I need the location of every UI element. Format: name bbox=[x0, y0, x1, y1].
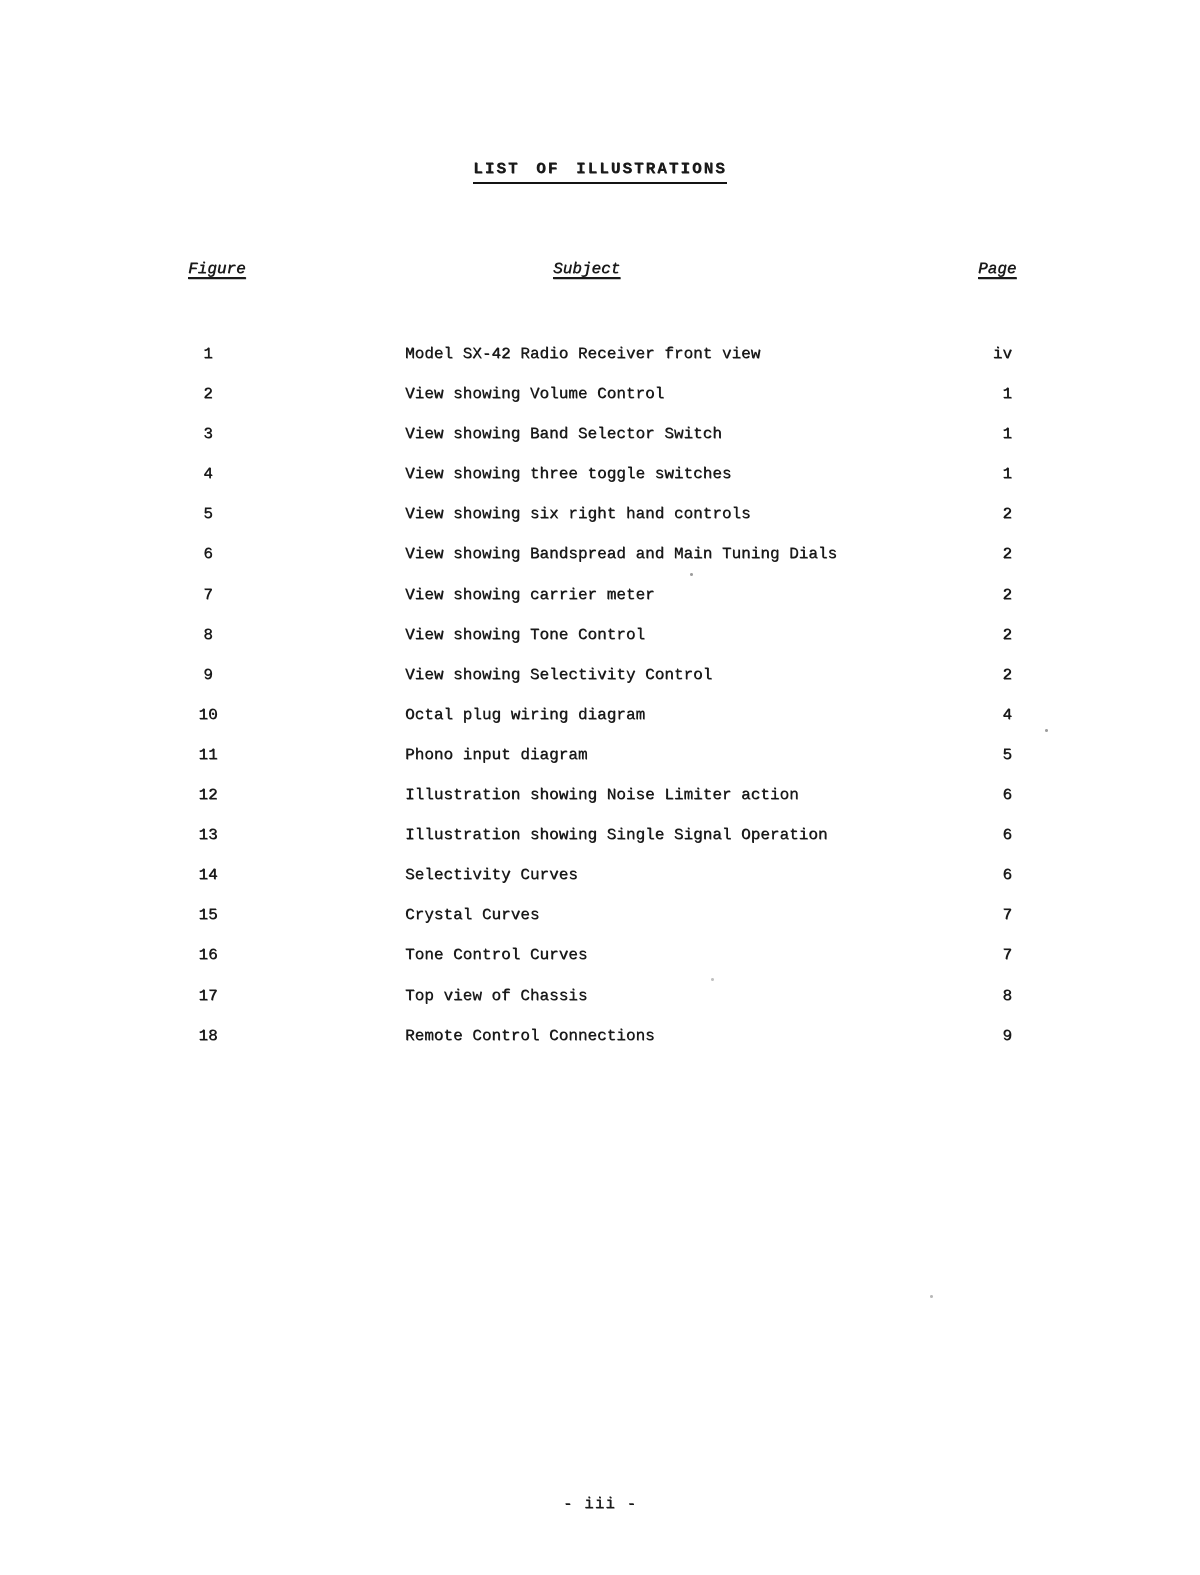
scan-speck bbox=[930, 1295, 933, 1298]
table-row bbox=[0, 575, 1200, 615]
figure-number: 11 bbox=[198, 745, 218, 764]
page-number: iv bbox=[992, 345, 1012, 363]
subject-text: Top view of Chassis bbox=[405, 986, 588, 1005]
page-number: 2 bbox=[1002, 585, 1012, 604]
table-row bbox=[0, 815, 1200, 855]
column-header-subject: Subject bbox=[553, 260, 621, 278]
figure-number: 1 bbox=[203, 345, 213, 363]
page-number: 7 bbox=[1002, 946, 1012, 965]
table-row bbox=[0, 374, 1200, 414]
page-number: 9 bbox=[1002, 1026, 1012, 1045]
page-number: 4 bbox=[1002, 705, 1012, 724]
table-row bbox=[0, 695, 1200, 735]
figure-number: 7 bbox=[203, 585, 213, 604]
subject-text: Octal plug wiring diagram bbox=[405, 705, 646, 724]
figure-number: 9 bbox=[203, 665, 213, 684]
page-number: 2 bbox=[1002, 625, 1012, 644]
subject-text: View showing Selectivity Control bbox=[405, 665, 713, 684]
subject-text: Illustration showing Noise Limiter action bbox=[405, 786, 799, 805]
column-header-page: Page bbox=[978, 260, 1017, 278]
table-row bbox=[0, 1016, 1200, 1056]
table-row bbox=[0, 454, 1200, 494]
figure-number: 10 bbox=[198, 705, 218, 724]
figure-number: 14 bbox=[198, 866, 218, 885]
figure-number: 8 bbox=[203, 625, 213, 644]
figure-number: 12 bbox=[198, 786, 218, 805]
subject-text: Illustration showing Single Signal Operation bbox=[405, 826, 828, 845]
column-header-figure: Figure bbox=[188, 260, 246, 278]
subject-text: Remote Control Connections bbox=[405, 1026, 655, 1045]
table-row bbox=[0, 935, 1200, 975]
figure-number: 5 bbox=[203, 505, 213, 524]
subject-text: Selectivity Curves bbox=[405, 866, 578, 885]
subject-text: View showing Band Selector Switch bbox=[405, 425, 722, 444]
table-header-row bbox=[0, 260, 1200, 290]
subject-text: View showing Bandspread and Main Tuning Dials bbox=[405, 545, 838, 564]
scan-speck bbox=[711, 978, 714, 981]
page-number: 6 bbox=[1002, 826, 1012, 845]
table-row bbox=[0, 494, 1200, 534]
table-row bbox=[0, 895, 1200, 935]
figure-number: 13 bbox=[198, 826, 218, 845]
page-number: 5 bbox=[1002, 745, 1012, 764]
subject-text: View showing Volume Control bbox=[405, 385, 665, 404]
scan-speck bbox=[1045, 729, 1048, 732]
table-row bbox=[0, 775, 1200, 815]
figure-number: 17 bbox=[198, 986, 218, 1005]
table-row bbox=[0, 534, 1200, 574]
page-number: 2 bbox=[1002, 505, 1012, 524]
table-row bbox=[0, 615, 1200, 655]
page-number: 1 bbox=[1002, 425, 1012, 444]
figure-number: 6 bbox=[203, 545, 213, 564]
table-row bbox=[0, 855, 1200, 895]
figure-number: 3 bbox=[203, 425, 213, 444]
page-number: 1 bbox=[1002, 385, 1012, 404]
page-number: 7 bbox=[1002, 906, 1012, 925]
subject-text: Model SX-42 Radio Receiver front view bbox=[405, 345, 761, 363]
subject-text: View showing six right hand controls bbox=[405, 505, 751, 524]
scan-speck bbox=[690, 573, 693, 576]
subject-text: Tone Control Curves bbox=[405, 946, 588, 965]
page-title-row bbox=[0, 160, 1200, 184]
table-row bbox=[0, 735, 1200, 775]
page-number: 2 bbox=[1002, 665, 1012, 684]
figure-number: 2 bbox=[203, 385, 213, 404]
subject-text: Phono input diagram bbox=[405, 745, 588, 764]
page-title: LIST OF ILLUSTRATIONS bbox=[473, 160, 727, 184]
table-row bbox=[0, 414, 1200, 454]
table-row bbox=[0, 334, 1200, 374]
page-number: 6 bbox=[1002, 866, 1012, 885]
illustrations-list bbox=[0, 334, 1200, 1056]
figure-number: 4 bbox=[203, 465, 213, 484]
table-row bbox=[0, 976, 1200, 1016]
subject-text: Crystal Curves bbox=[405, 906, 540, 925]
page-number-footer: - iii - bbox=[562, 1495, 638, 1513]
figure-number: 18 bbox=[198, 1026, 218, 1045]
figure-number: 15 bbox=[198, 906, 218, 925]
page-number: 2 bbox=[1002, 545, 1012, 564]
page-number: 1 bbox=[1002, 465, 1012, 484]
subject-text: View showing carrier meter bbox=[405, 585, 655, 604]
page-number: 8 bbox=[1002, 986, 1012, 1005]
subject-text: View showing Tone Control bbox=[405, 625, 646, 644]
figure-number: 16 bbox=[198, 946, 218, 965]
table-row bbox=[0, 655, 1200, 695]
subject-text: View showing three toggle switches bbox=[405, 465, 732, 484]
page-number: 6 bbox=[1002, 786, 1012, 805]
